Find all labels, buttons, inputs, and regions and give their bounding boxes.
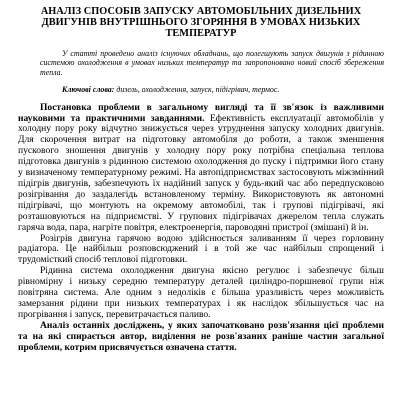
keywords-line [40, 85, 384, 94]
paragraph: Розігрів двигуна гарячою водою здійснюється заливанням її через горловину радіатора. Це найбільш розповсюджений і в той же час найбільш спрощений і трудомісткий спосіб теплової підготовки. [18, 232, 384, 266]
paragraph-text: Ефективність експлуатації автомобілів у холодну пору року відчутно знижується через утруднення запуску холодних двигунів. Для скорочення витрат на підготовку автомобіля до роботи, а також зменшення пускового зношення двигунів у холодну пору року потрібна спеціальна теплова підготовка двигунів з рідинною системою охолодження до пуску і підтримки його стану у визначеному температурному режимі. На автопідприємствах застосовують міжзмінний підігрів двигунів, забезпечують їх надійний запуск у будь-який час або передпусковою розігрівання до заздалегідь встановленому терміну. Використовують як автономні підігрівачі, що монтують на окремому автомобілі, так і групові підігрівачі, які розташовуються на підприємстві. У групових підігрівачах джерелом тепла служать гаряча вода, пара, нагріте повітря, електроенергія, пароводяні пристрої (змішані) й ін. [18, 112, 384, 233]
keywords-label: Ключові слова: [62, 85, 115, 95]
section-heading-analysis [18, 321, 384, 354]
keywords-list: дизель, охолодження, запуск, підігрівач, термос. [114, 85, 280, 95]
paper-title: АНАЛІЗ СПОСОБІВ ЗАПУСКУ АВТОМОБІЛЬНИХ ДИЗЕЛЬНИХ ДВИГУНІВ ВНУТРІШНЬОГО ЗГОРЯННЯ В УМОВАХ НИЗЬКИХ ТЕМПЕРАТУР [40, 6, 362, 39]
body-text [18, 103, 384, 354]
section-heading-analysis-text: Аналіз останніх досліджень, у яких започатковано розв'язання цієї проблеми та на які спирається автор, виділення не розв'язаних раніше частин загальної проблеми, котрим присвячується означена стаття. [18, 319, 384, 353]
paragraph: Рідинна система охолодження двигуна якісно регулює і забезпечує більш рівномірну і низьку середню температуру деталей циліндро-поршневої групи ніж повітряна система. Але одним з недоліків є більша уразливість через можливість замерзання рідини при низьких температурах і як наслідок збільшується час на прогрівання і запуск, перевитрачається паливо. [18, 265, 384, 320]
paragraph [18, 103, 384, 234]
section-heading-problem: Постановка проблеми в загальному вигляді та її зв'язок із важливими науковими та практичними завданнями. [18, 101, 384, 124]
abstract: У статті проведено аналіз існуючих обладнань, що полегшують запуск двигунів з рідинною системою охолодження в умовах низьких температур та запропоновано новий спосіб збереження тепла. [40, 49, 384, 77]
